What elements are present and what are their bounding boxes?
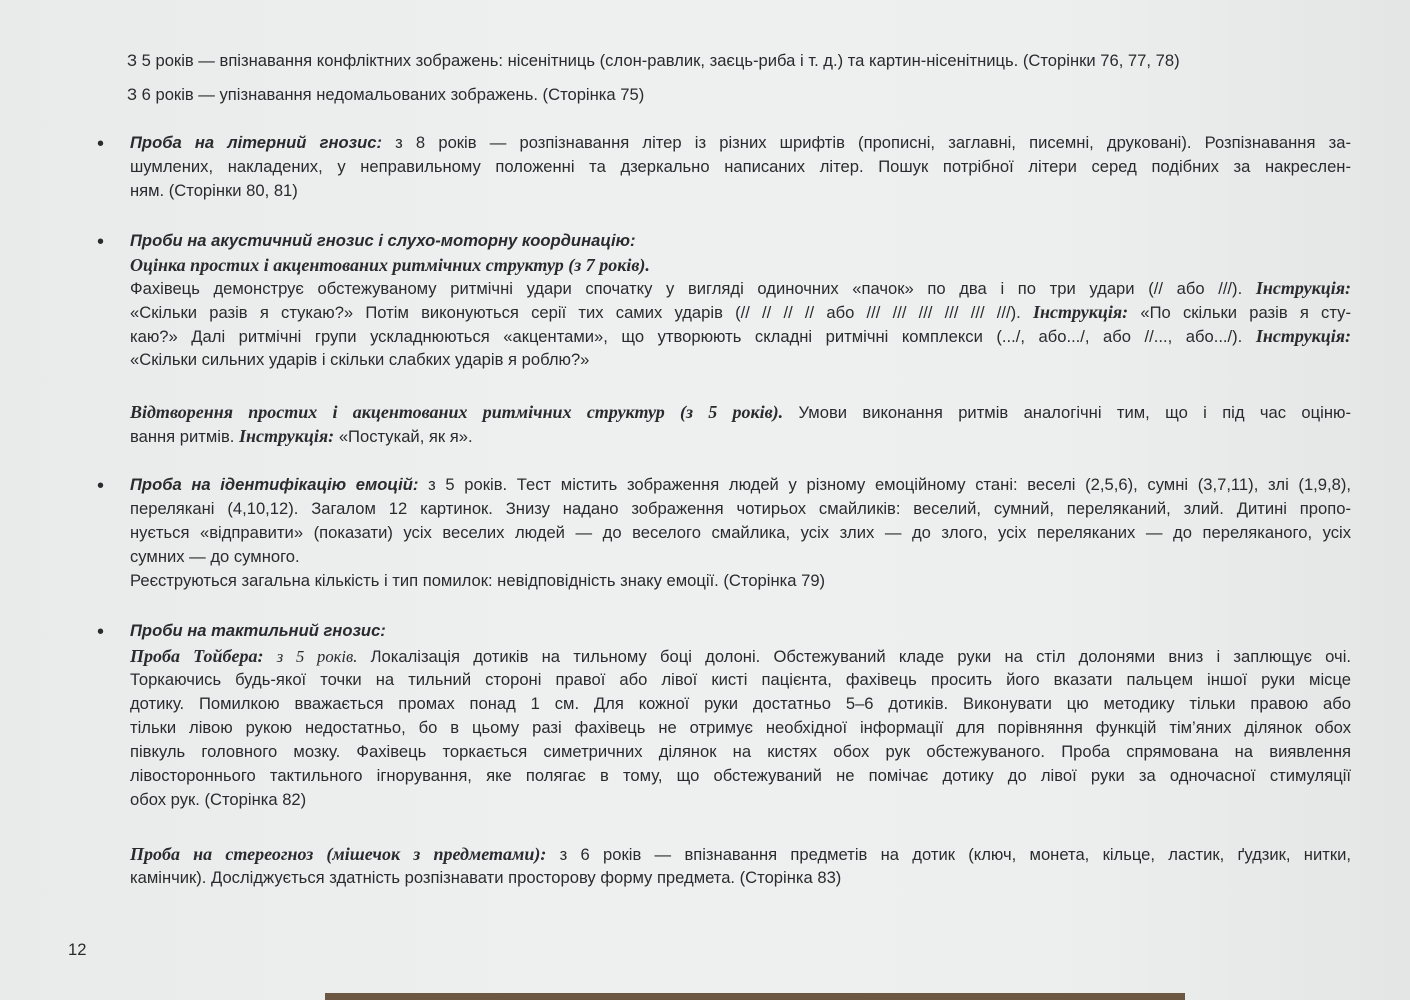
tactile-line-6: лівостороннього тактильного ігнорування, яке полягає в тому, що обстежуваний не помічає дотику до лівої руки за одночасної стимуляції	[130, 766, 1351, 785]
letter-title: Проба на літерний гнозис:	[130, 133, 382, 152]
letter-line-2: шумлених, накладених, у неправильному положенні та дзеркально написаних літер. Пошук потрібної літери серед подібних за накреслен-	[130, 157, 1351, 176]
emotion-line-1: Проба на ідентифікацію емоцій: з 5 років. Тест містить зображення людей у різному емоційному стані: веселі (2,5,6), сумні (3,7,11), злі (1,9,8),	[130, 475, 1351, 494]
stereo-title: Проба на стереогноз (мішечок з предметами):	[130, 844, 547, 864]
emotion-line-3: нується «відправити» (показати) усіх веселих людей — до веселого смайлика, усіх злих — до злого, усіх переляканих — до переляканого, усіх	[130, 523, 1351, 542]
stereo-line-1: Проба на стереогноз (мішечок з предметами): з 6 років — впізнавання предметів на дотик (ключ, монета, кільце, ластик, ґудзик, нитки,	[130, 844, 1351, 864]
teuber-title: Проба Тойбера:	[130, 646, 264, 666]
acoustic-line-4: «Скільки сильних ударів і скільки слабких ударів я роблю?»	[130, 350, 590, 369]
tactile-line-7: обох рук. (Сторінка 82)	[130, 790, 307, 809]
emotion-line-5: Реєструються загальна кількість і тип помилок: невідповідність знаку емоції. (Сторінка 79)	[130, 571, 826, 590]
letter-line-3: ням. (Сторінки 80, 81)	[130, 181, 298, 200]
tactile-line-4: тільки лівою рукою недостатньо, бо в цьому разі фахівець не отримує необхідної інформації для порівняння функцій тім’яних ділянок обох	[130, 718, 1351, 737]
repro-line-1: Відтворення простих і акцентованих ритмічних структур (з 5 років). Умови виконання ритмів аналогічні тим, що і під час оціню-	[130, 402, 1351, 422]
bullet-tactile: •	[97, 621, 105, 643]
bullet-emotion: •	[97, 475, 105, 497]
tactile-line-3: дотику. Помилкою вважається промах понад 1 см. Для кожної руки достатньо 5–6 дотиків. Виконувати цю методику тільки правою або	[130, 694, 1351, 713]
emotion-title: Проба на ідентифікацію емоцій:	[130, 475, 419, 494]
acoustic-title: Проби на акустичний гнозис і слухо-моторну координацію:	[130, 231, 636, 250]
emotion-line-4: сумних — до сумного.	[130, 547, 300, 566]
tactile-title: Проби на тактильний гнозис:	[130, 621, 386, 640]
acoustic-line-2: «Скільки разів я стукаю?» Потім виконуються серії тих самих ударів (// // // // або /// /// /// /// /// ///). Інструкція: «По скільки разів я сту-	[130, 302, 1351, 322]
repro-line-2: вання ритмів. Інструкція: «Постукай, як я».	[130, 426, 473, 446]
bullet-letter: •	[97, 133, 105, 155]
acoustic-line-3: каю?» Далі ритмічні групи ускладнюються «акцентами», що утворюють складні ритмічні комплекси (.../, або.../, або //..., або.../). Інструкція:	[130, 326, 1351, 346]
acoustic-line-1: Фахівець демонструє обстежуваному ритмічні удари спочатку у вигляді одиночних «пачок» по два і по три удари (// або ///). Інструкція:	[130, 278, 1351, 298]
intro-line-2: З 6 років — упізнавання недомальованих зображень. (Сторінка 75)	[127, 85, 645, 104]
acoustic-subtitle: Оцінка простих і акцентованих ритмічних структур (з 7 років).	[130, 255, 650, 275]
stereo-line-2: камінчик). Досліджується здатність розпізнавати просторову форму предмета. (Сторінка 83)	[130, 868, 842, 887]
tactile-line-5: півкуль головного мозку. Фахівець торкається симетричних ділянок на кистях обох рук обстежуваного. Проба спрямована на виявлення	[130, 742, 1351, 761]
intro-line-1: З 5 років — впізнавання конфліктних зображень: нісенітниць (слон-равлик, заєць-риба і т. д.) та картин-нісенітниць. (Сторінки 76, 77, 78)	[127, 51, 1180, 70]
repro-title: Відтворення простих і акцентованих ритмічних структур (з 5 років).	[130, 402, 784, 422]
tactile-line-2: Торкаючись будь-якої точки на тильний стороні правої або лівої кисті пацієнта, фахівець просить його вказати пальцем іншої руки місце	[130, 670, 1351, 689]
page-edge-shadow	[325, 993, 1185, 1000]
emotion-line-2: перелякані (4,10,12). Загалом 12 картинок. Знизу надано зображення чотирьох смайликів: веселий, сумний, переляканий, злий. Дитині пропо-	[130, 499, 1351, 518]
bullet-acoustic: •	[97, 231, 105, 253]
tactile-line-1: Проба Тойбера: з 5 років. Локалізація дотиків на тильному боці долоні. Обстежуваний кладе руки на стіл долонями вниз і заплющує очі.	[130, 646, 1351, 666]
letter-line-1: Проба на літерний гнозис: з 8 років — розпізнавання літер із різних шрифтів (прописні, заглавні, писемні, друковані). Розпізнавання за-	[130, 133, 1351, 152]
page-number: 12	[68, 940, 87, 959]
